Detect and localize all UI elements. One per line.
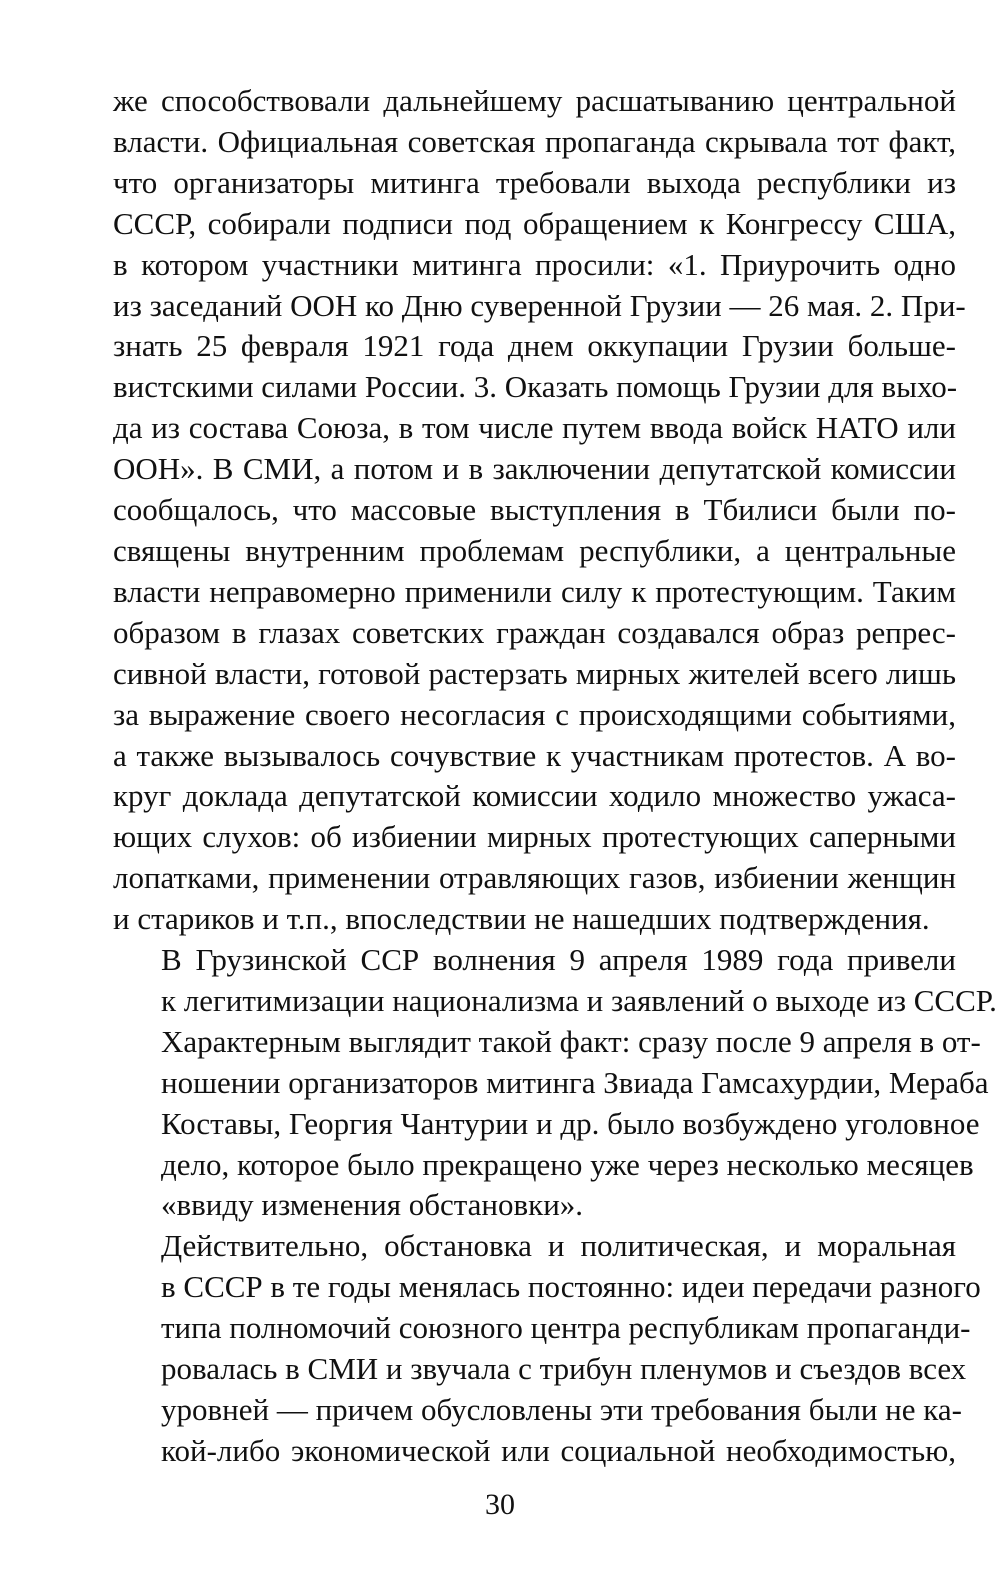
text-line: священы внутренним проблемам республики, а центральные — [113, 532, 956, 568]
text-line: Характерным выглядит такой факт: сразу после 9 апреля в от- — [161, 1023, 981, 1059]
text-line: кой-либо экономической или социальной необходимостью, — [161, 1432, 956, 1468]
text-line: в СССР в те годы менялась постоянно: идеи передачи разного — [161, 1269, 981, 1305]
paragraph — [113, 81, 966, 940]
text-line: вистскими силами России. 3. Оказать помощь Грузии для выхо- — [113, 369, 958, 405]
paragraph — [113, 1226, 981, 1471]
text-line: уровней — причем обусловлены эти требования были не ка- — [161, 1392, 962, 1427]
text-line: образом в глазах советских граждан создавался образ репрес- — [113, 614, 956, 650]
text-line: сообщалось, что массовые выступления в Тбилиси были по- — [113, 492, 956, 528]
text-line: СССР, собирали подписи под обращением к Конгрессу США, — [113, 205, 956, 241]
text-line: из заседаний ООН ко Дню суверенной Грузии — 26 мая. 2. При- — [113, 287, 966, 323]
text-line: что организаторы митинга требовали выхода республики из — [113, 164, 956, 200]
text-line: ющих слухов: об избиении мирных протестующих саперными — [113, 819, 956, 855]
text-line: ношении организаторов митинга Звиада Гамсахурдии, Мераба — [161, 1064, 989, 1100]
text-line: «ввиду изменения обстановки». — [161, 1187, 584, 1223]
page-number: 30 — [485, 1488, 515, 1521]
text-line: В Грузинской ССР волнения 9 апреля 1989 года привели — [161, 942, 956, 978]
text-line: типа полномочий союзного центра республикам пропаганди- — [161, 1310, 971, 1346]
text-line: а также вызывалось сочувствие к участникам протестов. А во- — [113, 737, 956, 773]
text-line: в котором участники митинга просили: «1. Приурочить одно — [113, 246, 956, 282]
text-line: ООН». В СМИ, а потом и в заключении депутатской комиссии — [113, 451, 956, 487]
text-line: Действительно, обстановка и политическая, и моральная — [161, 1228, 956, 1264]
text-line: сивной власти, готовой растерзать мирных жителей всего лишь — [113, 655, 956, 691]
text-line: круг доклада депутатской комиссии ходило множество ужаса- — [113, 778, 956, 814]
text-line: дело, которое было прекращено уже через несколько месяцев — [161, 1146, 974, 1182]
text-line: за выражение своего несогласия с происходящими событиями, — [113, 696, 956, 732]
text-line: власти неправомерно применили силу к протестующим. Таким — [113, 573, 956, 609]
text-line: да из состава Союза, в том числе путем ввода войск НАТО или — [113, 410, 956, 446]
text-line: Коставы, Георгия Чантурии и др. было возбуждено уголовное — [161, 1105, 980, 1141]
text-line: лопатками, применении отравляющих газов, избиении женщин — [113, 860, 956, 896]
body-text — [113, 81, 997, 1472]
text-line: знать 25 февраля 1921 года днем оккупации Грузии больше- — [113, 328, 956, 364]
text-line: же способствовали дальнейшему расшатыванию центральной — [113, 83, 956, 118]
text-line: власти. Официальная советская пропаганда скрывала тот факт, — [113, 123, 956, 159]
paragraph — [113, 940, 997, 1226]
text-line: и стариков и т.п., впоследствии не нашедших подтверждения. — [113, 901, 930, 937]
text-line: ровалась в СМИ и звучала с трибун пленумов и съездов всех — [161, 1351, 967, 1387]
text-line: к легитимизации национализма и заявлений о выходе из СССР. — [161, 982, 997, 1018]
